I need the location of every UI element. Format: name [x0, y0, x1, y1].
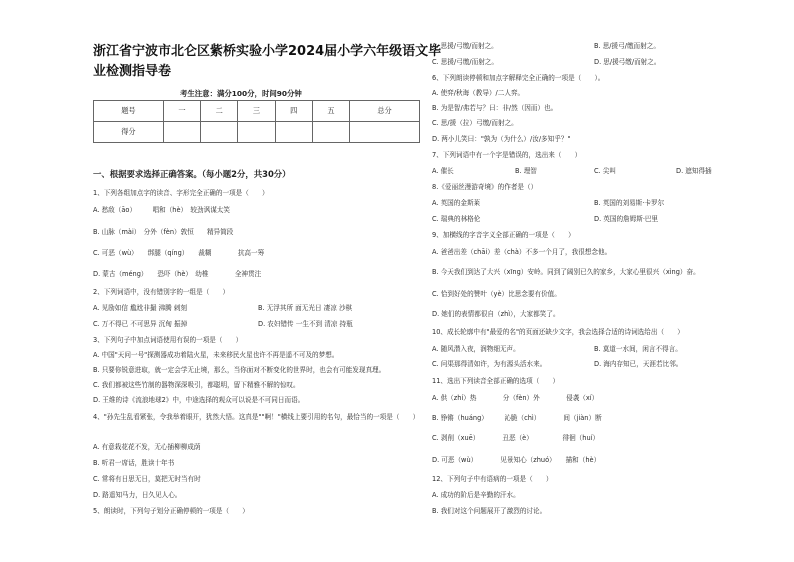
exam-title-line2: 业检测指导卷	[93, 64, 172, 79]
question-option: D. 海内存知已，天涯若比邻。	[594, 360, 683, 368]
score-cell: 五	[312, 101, 349, 122]
question-option: A. 见励如信 尴尬非撮 沸腾 刺刻	[93, 304, 187, 312]
score-cell: 题号	[94, 101, 164, 122]
score-table	[93, 100, 420, 143]
question-option: C. 我们都被这些竹制的器物深深吸引，都聪明，留下精雅不解的惊叹。	[93, 381, 300, 389]
question-line: 1、下列各组加点字的读音、字形完全正确的一项是（ ）	[93, 189, 269, 197]
question-option: A. 愁敌（āo） 唱和（hè） 较劲讽谋太笑	[93, 206, 230, 214]
question-option: D. 王维的诗《流浪地球2》中，中途选择的观众可以说是不可同日而语。	[93, 396, 305, 404]
question-line: 4、"孙先生乱看紧张，令我举着眼开，犹然大悟。这真是""啊！"横线上要引用的名句，最恰当的一项是（ ）	[93, 413, 420, 421]
score-cell[interactable]	[238, 122, 275, 143]
question-option: B. 无浮其所 面无光日 凄凉 沙棋	[258, 304, 353, 312]
score-table-score-row	[94, 122, 420, 143]
question-line: 2、下列词语中，没有错别字的一组是（ ）	[93, 288, 230, 296]
score-cell: 二	[201, 101, 238, 122]
question-line: 11、选出下列读音全部正确的选项（ ）	[432, 377, 560, 385]
section-heading: 一、根据要求选择正确答案。（每小题2分，共30分）	[93, 169, 291, 179]
question-option: B. 我们对这个问题展开了激烈的讨论。	[432, 507, 547, 515]
question-line: 6、下列朗读停顿和加点字解释完全正确的一项是（ ）。	[432, 74, 605, 82]
question-option: B. 只要你锐意进取，就一定会学无止境，那么，当你面对不断变化的世界时，也会有可能发现真理。	[93, 366, 386, 374]
question-option: C. 剥削（xuē） 丑恶（è） 徘徊（huí）	[432, 434, 600, 442]
exam-note: 考生注意：满分100分，时间90分钟	[180, 89, 302, 98]
question-option: C. 常将有日思无日，莫把无时当有时	[93, 475, 201, 483]
question-option: B. 英国的刘易斯·卡罗尔	[594, 199, 665, 207]
question-line: 10、成长轮廓中有"最爱的名"的页面还缺少文字，我会选择合适的诗词选给出（ ）	[432, 328, 684, 336]
question-line: 12、下列句子中有语病的一项是（ ）	[432, 475, 553, 483]
question-option: B. 为是智/弗若与？曰：非/然（因而）也。	[432, 104, 558, 112]
score-cell: 三	[238, 101, 275, 122]
question-option: B. 今天我们到达了大兴（xīng）安岭。同到了阔别已久的家乡，大家心里很兴（xìng）奋。	[432, 268, 700, 276]
score-cell[interactable]	[312, 122, 349, 143]
question-option: A. 爸爸出差（chāi）差（chà）不多一个月了，我很想念他。	[432, 248, 612, 256]
score-cell[interactable]	[350, 122, 420, 143]
score-cell[interactable]	[275, 122, 312, 143]
question-option: B. 思/援弓/缴而射之。	[594, 42, 660, 50]
question-option: D. 路遥知马力，日久见人心。	[93, 491, 182, 499]
question-option: C. 问渠那得清如许，为有源头活水来。	[432, 360, 547, 368]
score-cell: 总分	[350, 101, 420, 122]
exam-title-line1: 浙江省宁波市北仑区紫桥实验小学2024届小学六年级语文毕	[93, 44, 442, 59]
question-option: C. 思援/弓缴/而射之。	[432, 58, 498, 66]
question-option: B. 山脉（mài） 分外（fèn）敦恒 精异简段	[93, 228, 234, 236]
question-line: 3、下列句子中加点词语使用有误的一项是（ ）	[93, 336, 243, 344]
question-option: C. 思/援（拉）弓缴/而射之。	[432, 119, 518, 127]
question-option: A. 催长	[432, 167, 454, 175]
question-line: 7、下列词语中有一个字是错误的，选出来（ ）	[432, 151, 582, 159]
question-option: A. 成功的阶后是辛勤的汗水。	[432, 491, 520, 499]
question-option: A. 中国"天问一号"探测器成功着陆火星，未来移民火星也许不再是遥不可及的梦想。	[93, 351, 339, 359]
question-option: B. 理智	[515, 167, 537, 175]
score-table-header-row	[94, 101, 420, 122]
question-line: 5、朗读时，下列句子划分正确停顿的一项是（ ）	[93, 507, 249, 515]
score-cell: 一	[163, 101, 200, 122]
question-option: D. 英国的詹姆斯·巴里	[594, 215, 659, 223]
question-option: C. 尖叫	[594, 167, 616, 175]
question-option: D. 两小儿笑曰："孰为（为什么）/汝/多知乎？"	[432, 135, 571, 143]
score-cell[interactable]	[163, 122, 200, 143]
question-option: B. 听君一席话，胜读十年书	[93, 459, 175, 467]
question-option: A. 随风潜入夜，润物细无声。	[432, 345, 520, 353]
question-option: D. 可恶（wù） 见景知心（zhuó） 描和（hè）	[432, 456, 601, 464]
question-option: A. 有意栽花花不发，无心插柳柳成荫	[93, 443, 201, 451]
score-cell[interactable]	[201, 122, 238, 143]
score-cell: 四	[275, 101, 312, 122]
question-option: C. 可恶（wù） 绑腿（qíng） 裁糊 抗高一筹	[93, 249, 265, 257]
question-option: A. 思援/弓缴/而射之。	[432, 42, 498, 50]
question-option: C. 恰到好处的赞叶（yè）比思念要有价值。	[432, 290, 561, 298]
question-option: C. 瑞典的林格伦	[432, 215, 481, 223]
question-option: D. 思/援弓缴/而射之。	[594, 58, 661, 66]
question-option: B. 莫道一水间，闲言不得言。	[594, 345, 682, 353]
question-option: A. 供（zhí）热 分（fèn）外 侵袭（xí）	[432, 394, 599, 402]
score-cell: 得分	[94, 122, 164, 143]
question-option: C. 万不得已 不可思异 沉甸 振掉	[93, 320, 188, 328]
question-option: B. 铮锵（huáng） 沁脆（chì） 间（jiàn）断	[432, 414, 602, 422]
question-option: A. 英国的金斯莱	[432, 199, 481, 207]
question-option: D. 遮知得插	[676, 167, 712, 175]
question-option: A. 使弈/秋诲（教导）/二人弈。	[432, 89, 525, 97]
question-option: D. 她们的表情都很自（zhì），大家都笑了。	[432, 310, 560, 318]
question-line: 8.《爱丽丝漫游奇境》的作者是（）	[432, 183, 538, 191]
question-line: 9、加横线的字音字义全部正确的一项是（ ）	[432, 231, 575, 239]
question-option: D. 蒙古（méng） 恐吓（hè） 幼椎 全神贯注	[93, 270, 262, 278]
question-option: D. 农妇错传 一生不到 清凉 持瓶	[258, 320, 353, 328]
